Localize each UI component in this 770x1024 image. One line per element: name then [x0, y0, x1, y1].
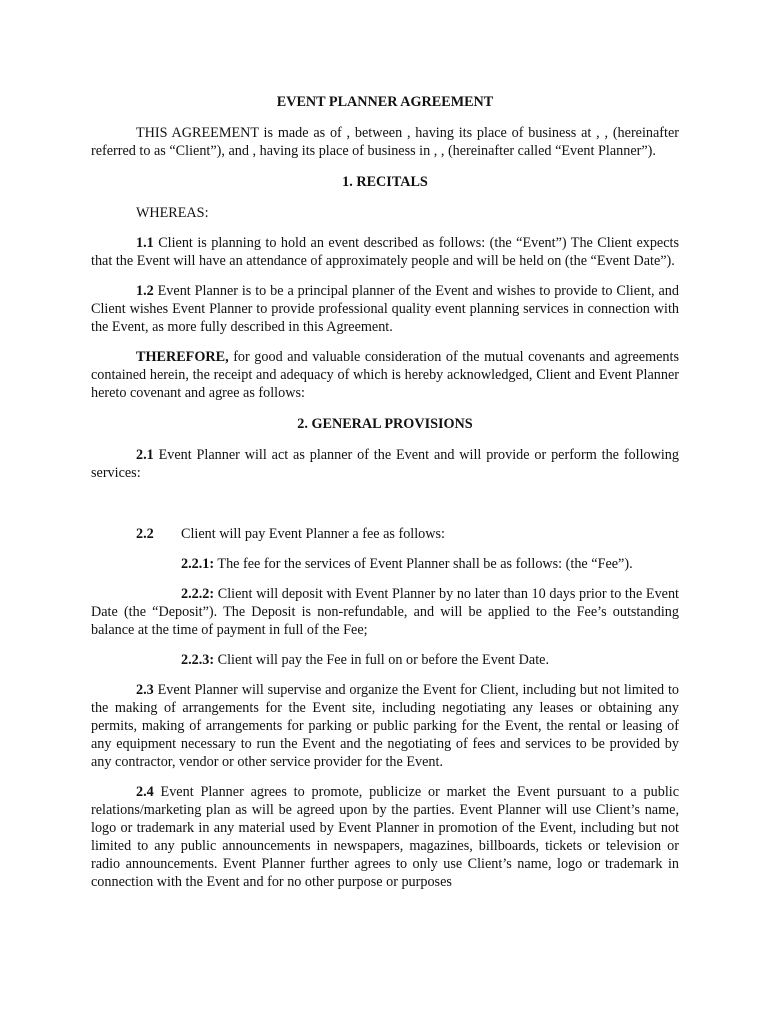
clause-2-2-3	[91, 651, 679, 669]
clause-2-1	[91, 446, 679, 482]
clause-2-3	[91, 681, 679, 771]
clause-2-2	[91, 525, 679, 543]
clause-text: The fee for the services of Event Planner shall be as follows: (the “Fee”).	[214, 556, 633, 572]
clause-number: 2.1	[136, 447, 154, 463]
clause-text: Client is planning to hold an event described as follows: (the “Event”) The Client expects that the Event will have an attendance of approximately people and will be held on (the “Event Date”).	[91, 235, 679, 269]
therefore-paragraph	[91, 348, 679, 402]
clause-2-2-1	[91, 555, 679, 573]
clause-number: 2.2.2:	[181, 586, 215, 602]
clause-text: Event Planner is to be a principal planner of the Event and wishes to provide to Client, and Client wishes Event Planner to provide professional quality event planning services in connection with the Event, as more fully described in this Agreement.	[91, 283, 679, 335]
section-heading-general-provisions: 2. GENERAL PROVISIONS	[297, 416, 473, 432]
clause-1-2	[91, 282, 679, 336]
document-title: EVENT PLANNER AGREEMENT	[276, 94, 494, 110]
section-heading-recitals: 1. RECITALS	[342, 174, 428, 190]
clause-text: Event Planner agrees to promote, publicize or market the Event pursuant to a public relations/marketing plan as will be agreed upon by the parties. Event Planner will use Client’s name, logo or trademark in any material used by Event Planner in promotion of the Event, including but not limited to any public announcements in newspapers, magazines, billboards, tickets or television or radio announcements. Event Planner further agrees to only use Client’s name, logo or trademark in connection with the Event and for no other purpose or purposes	[91, 784, 679, 890]
therefore-label: THEREFORE,	[136, 349, 229, 365]
clause-1-1	[91, 234, 679, 270]
clause-2-2-2	[91, 585, 679, 639]
clause-text: Client will pay the Fee in full on or before the Event Date.	[214, 652, 549, 668]
clause-text: Event Planner will supervise and organize the Event for Client, including but not limited to the making of arrangements for the Event site, including negotiating any leases or obtaining any permits, making of arrangements for parking or public parking for the Event, the rental or leasing of any equipment necessary to run the Event and the negotiating of fees and services to be provided by any contractor, vendor or other service provider for the Event.	[91, 682, 679, 770]
therefore-text: for good and valuable consideration of the mutual covenants and agreements contained herein, the receipt and adequacy of which is hereby acknowledged, Client and Event Planner hereto covenant and agree as follows:	[91, 349, 679, 401]
document-body	[91, 93, 679, 891]
clause-number: 2.3	[136, 682, 154, 698]
clause-number: 1.2	[136, 283, 154, 299]
clause-text: Client will pay Event Planner a fee as follows:	[181, 526, 445, 542]
intro-paragraph: THIS AGREEMENT is made as of , between , having its place of business at , , (hereinafter referred to as “Client”), and , having its place of business in , , (hereinafter called “Event Planner”).	[91, 125, 679, 159]
clause-2-4	[91, 783, 679, 891]
clause-number: 1.1	[136, 235, 154, 251]
clause-text: Event Planner will act as planner of the Event and will provide or perform the following services:	[91, 447, 679, 481]
whereas-label: WHEREAS:	[136, 205, 209, 221]
clause-number: 2.4	[136, 784, 154, 800]
clause-number: 2.2.1:	[181, 556, 215, 572]
clause-number: 2.2.3:	[181, 652, 215, 668]
clause-number: 2.2	[136, 526, 154, 542]
clause-text: Client will deposit with Event Planner by no later than 10 days prior to the Event Date (the “Deposit”). The Deposit is non-refundable, and will be applied to the Fee’s outstanding balance at the time of payment in full of the Fee;	[91, 586, 679, 638]
